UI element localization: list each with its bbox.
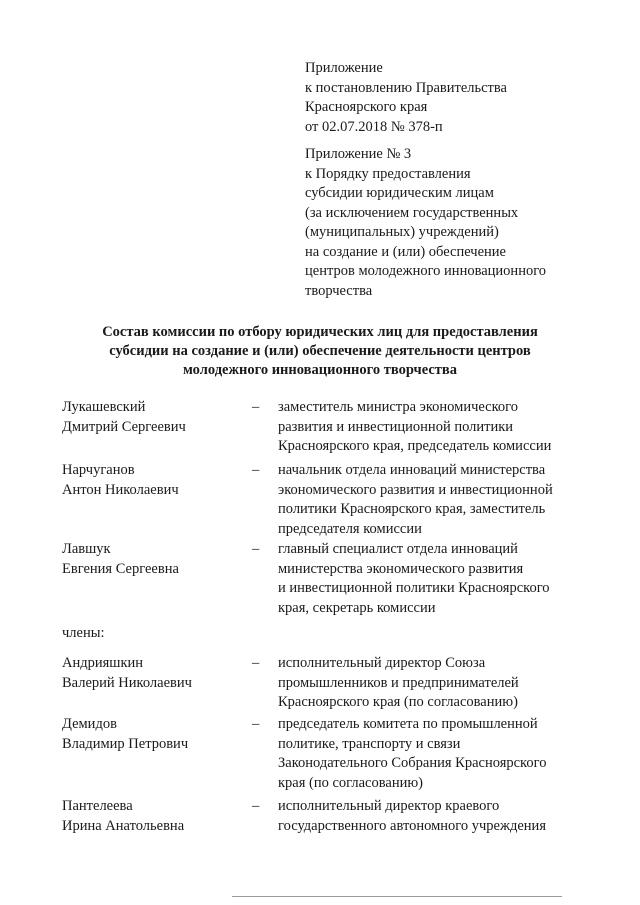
member-given-name: Дмитрий Сергеевич bbox=[62, 418, 186, 435]
document-title bbox=[30, 323, 610, 380]
member-dash: – bbox=[252, 462, 260, 478]
role-line: Красноярского края (по согласованию) bbox=[278, 694, 518, 710]
bottom-scan-rule bbox=[232, 896, 562, 897]
role-line: председателя комиссии bbox=[278, 520, 422, 537]
role-line: исполнительный директор краевого bbox=[278, 798, 500, 814]
appendix-header bbox=[305, 59, 507, 137]
appendix3-line: к Порядку предоставления bbox=[305, 165, 471, 182]
appendix-line: к постановлению Правительства bbox=[305, 79, 507, 96]
role-line: политике, транспорту и связи bbox=[278, 735, 461, 752]
member-dash: – bbox=[252, 798, 260, 814]
member-role bbox=[278, 797, 546, 836]
member-surname: Лукашевский bbox=[62, 399, 146, 415]
member-given-name: Антон Николаевич bbox=[62, 481, 179, 498]
role-line: главный специалист отдела инноваций bbox=[278, 541, 518, 557]
appendix-line: от 02.07.2018 № 378-п bbox=[305, 118, 443, 135]
appendix3-line: на создание и (или) обеспечение bbox=[305, 243, 506, 260]
role-line: края, секретарь комиссии bbox=[278, 599, 436, 616]
member-name bbox=[62, 461, 179, 500]
member-dash: – bbox=[252, 541, 260, 557]
role-line: председатель комитета по промышленной bbox=[278, 716, 538, 732]
member-name bbox=[62, 540, 179, 579]
appendix3-line: субсидии юридическим лицам bbox=[305, 185, 494, 201]
appendix-line: Приложение bbox=[305, 60, 383, 76]
appendix3-line: творчества bbox=[305, 282, 373, 299]
appendix3-line: Приложение № 3 bbox=[305, 146, 412, 162]
member-role bbox=[278, 398, 551, 457]
member-dash: – bbox=[252, 655, 260, 671]
appendix3-line: центров молодежного инновационного bbox=[305, 263, 547, 279]
member-given-name: Ирина Анатольевна bbox=[62, 817, 185, 834]
member-name bbox=[62, 398, 186, 437]
member-surname: Пантелеева bbox=[62, 798, 133, 814]
title-line: молодежного инновационного творчества bbox=[183, 362, 457, 378]
role-line: и инвестиционной политики Красноярского bbox=[278, 580, 550, 596]
role-line: начальник отдела инноваций министерства bbox=[278, 462, 546, 478]
member-name bbox=[62, 654, 192, 693]
role-line: края (по согласованию) bbox=[278, 774, 424, 791]
title-line: Состав комиссии по отбору юридических лиц для предоставления bbox=[102, 324, 538, 340]
role-line: заместитель министра экономического bbox=[278, 399, 519, 415]
appendix-line: Красноярского края bbox=[305, 99, 428, 115]
role-line: политики Красноярского края, заместитель bbox=[278, 501, 546, 517]
member-dash: – bbox=[252, 716, 260, 732]
members-label: члены: bbox=[62, 625, 105, 641]
member-role bbox=[278, 540, 550, 618]
role-line: Законодательного Собрания Красноярского bbox=[278, 755, 547, 771]
role-line: государственного автономного учреждения bbox=[278, 817, 546, 834]
role-line: экономического развития и инвестиционной bbox=[278, 481, 553, 498]
member-given-name: Владимир Петрович bbox=[62, 735, 189, 752]
member-surname: Нарчуганов bbox=[62, 462, 135, 478]
member-given-name: Евгения Сергеевна bbox=[62, 560, 179, 577]
role-line: Красноярского края, председатель комиссии bbox=[278, 438, 552, 454]
member-surname: Лавшук bbox=[62, 541, 111, 557]
member-surname: Демидов bbox=[62, 716, 117, 732]
role-line: развития и инвестиционной политики bbox=[278, 418, 514, 435]
appendix3-line: (муниципальных) учреждений) bbox=[305, 224, 499, 240]
member-role bbox=[278, 715, 546, 793]
member-dash: – bbox=[252, 399, 260, 415]
member-surname: Андрияшкин bbox=[62, 655, 144, 671]
member-name bbox=[62, 797, 184, 836]
member-name bbox=[62, 715, 188, 754]
appendix3-header bbox=[305, 145, 546, 301]
role-line: промышленников и предпринимателей bbox=[278, 674, 519, 691]
member-role bbox=[278, 461, 553, 539]
member-role bbox=[278, 654, 519, 713]
role-line: министерства экономического развития bbox=[278, 560, 524, 577]
role-line: исполнительный директор Союза bbox=[278, 655, 486, 671]
appendix3-line: (за исключением государственных bbox=[305, 204, 519, 221]
member-given-name: Валерий Николаевич bbox=[62, 674, 192, 691]
title-line: субсидии на создание и (или) обеспечение деятельности центров bbox=[109, 343, 531, 359]
